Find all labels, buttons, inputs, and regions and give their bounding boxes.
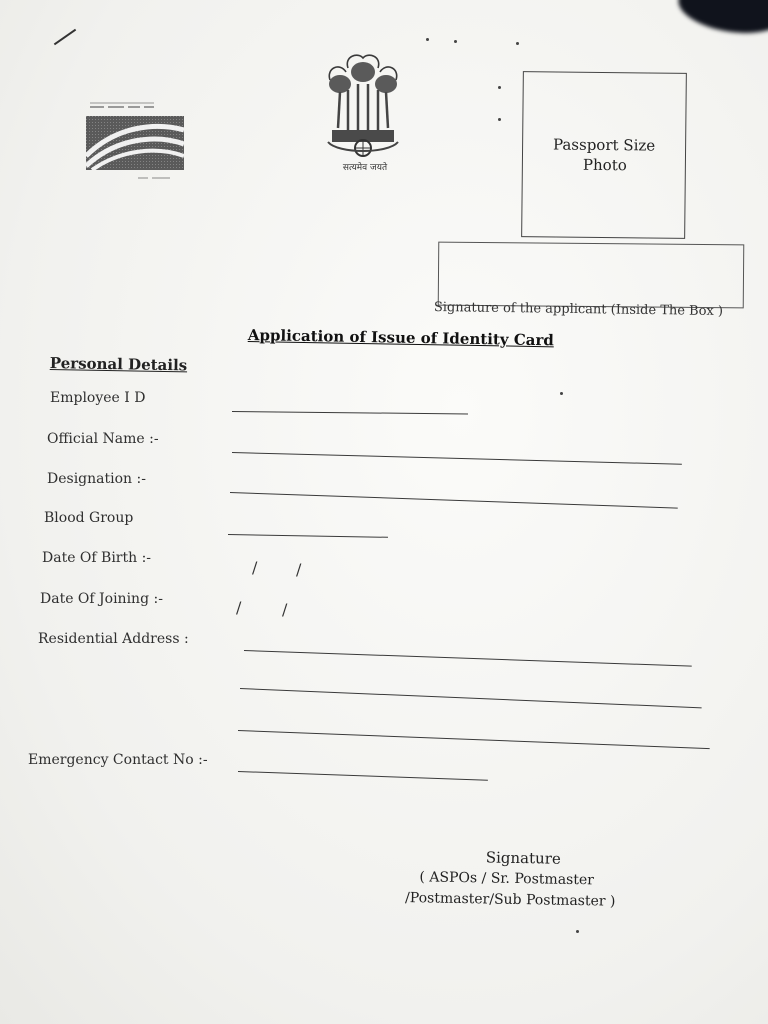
scan-speck: [498, 118, 501, 121]
date-separator: /: [296, 560, 302, 579]
blood-group-field[interactable]: [228, 534, 388, 538]
employee-id-field[interactable]: [232, 411, 468, 415]
employee-id-label: Employee I D: [50, 390, 146, 406]
address-line-2[interactable]: [240, 688, 702, 709]
date-of-birth-label: Date Of Birth :-: [42, 550, 152, 566]
emblem-motto: सत्यमेव जयते: [342, 163, 388, 173]
official-name-label: Official Name :-: [47, 431, 159, 447]
signature-role-line: /Postmaster/Sub Postmaster ): [404, 890, 616, 910]
applicant-signature-caption: Signature of the applicant (Inside The Box ): [433, 300, 724, 320]
scan-speck: [454, 40, 457, 43]
address-line-1[interactable]: [244, 650, 692, 667]
india-post-logo-icon: [84, 100, 188, 186]
applicant-signature-box[interactable]: [438, 242, 745, 309]
date-separator: /: [236, 598, 242, 617]
address-line-3[interactable]: [238, 730, 710, 749]
form-title: Application of Issue of Identity Card: [247, 326, 555, 350]
blood-group-label: Blood Group: [44, 510, 134, 526]
date-of-joining-label: Date Of Joining :-: [40, 591, 163, 607]
signature-role-line: ( ASPOs / Sr. Postmaster: [419, 869, 595, 889]
date-separator: /: [252, 558, 258, 577]
scan-speck: [426, 38, 429, 41]
pen-mark: [54, 29, 76, 46]
scan-speck: [498, 86, 501, 89]
photo-box-label: Photo: [582, 155, 627, 175]
designation-field[interactable]: [230, 492, 678, 509]
residential-address-label: Residential Address :: [38, 631, 189, 647]
designation-label: Designation :-: [47, 471, 146, 487]
passport-photo-box: [521, 71, 687, 239]
scan-speck: [560, 392, 563, 395]
logo-caption-text: [136, 174, 176, 180]
post-logo-graphic: [86, 116, 184, 170]
scan-speck: [576, 930, 579, 933]
authority-signature-block: [403, 846, 654, 913]
emergency-contact-field[interactable]: [238, 771, 488, 781]
section-title: Personal Details: [49, 354, 188, 375]
photo-box-label: Passport Size: [552, 135, 656, 155]
date-separator: /: [282, 600, 288, 619]
scan-shadow: [675, 0, 768, 39]
logo-script-text: [88, 100, 158, 110]
signature-heading: Signature: [485, 848, 561, 868]
scan-speck: [516, 42, 519, 45]
official-name-field[interactable]: [232, 452, 682, 465]
emergency-contact-label: Emergency Contact No :-: [28, 752, 208, 768]
